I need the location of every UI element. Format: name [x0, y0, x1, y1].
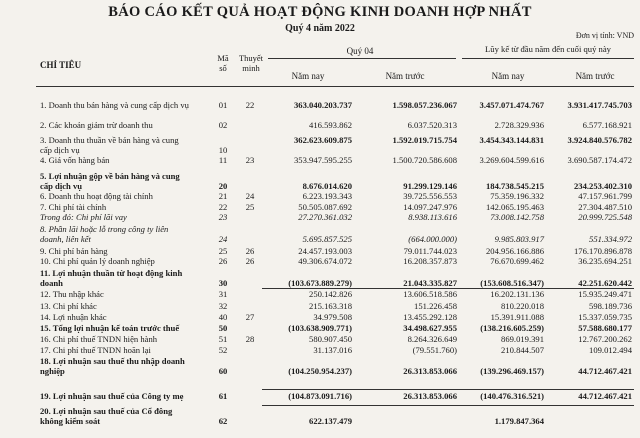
row-label-line1: 9. Chi phí bán hàng — [40, 246, 108, 256]
row-label-line1: 6. Doanh thu hoạt động tài chính — [40, 191, 153, 201]
value-ytd-last-year: 12.767.200.262 — [578, 334, 632, 344]
header-quy: Quý 04 — [346, 46, 374, 56]
row-label — [40, 290, 228, 300]
value-q4-this-year: 580.907.450 — [309, 334, 352, 344]
row-label-line1: 18. Lợi nhuận sau thuế thu nhập doanh — [40, 356, 185, 366]
row-code: 51 — [218, 334, 228, 344]
value-ytd-last-year: 20.999.725.548 — [578, 212, 632, 222]
value-q4-this-year: 363.040.203.737 — [293, 100, 352, 110]
value-ytd-last-year: 109.012.494 — [589, 345, 632, 355]
row-label-line2: doanh — [40, 277, 63, 288]
row-code: 62 — [218, 415, 228, 426]
value-ytd-last-year: 42.251.620.442 — [578, 277, 632, 288]
row-label-line1: 8. Phần lãi hoặc lỗ trong công ty liên — [40, 224, 169, 234]
value-ytd-last-year: 15.935.249.471 — [578, 289, 632, 299]
row-label — [40, 121, 228, 131]
row-label-line1: 14. Lợi nhuận khác — [40, 312, 107, 322]
report-title: BÁO CÁO KẾT QUẢ HOẠT ĐỘNG KINH DOANH HỢP NHẤT — [108, 4, 532, 20]
row-label — [40, 357, 228, 376]
row-label-line1: 20. Lợi nhuận sau thuế của Cổ đông — [40, 406, 173, 416]
value-q4-this-year: 353.947.595.255 — [293, 155, 352, 165]
value-q4-last-year: 14.097.247.976 — [403, 202, 457, 212]
value-q4-this-year: (103.638.909.771) — [288, 323, 352, 333]
row-label-line2: cấp dịch vụ — [40, 180, 83, 191]
row-note: 28 — [245, 334, 255, 344]
value-q4-last-year: 8.264.326.649 — [407, 334, 457, 344]
value-ytd-this-year: 75.359.196.332 — [490, 191, 544, 201]
value-ytd-last-year: 47.157.961.799 — [578, 191, 632, 201]
value-ytd-this-year: 9.985.803.917 — [494, 233, 544, 244]
row-label-line2: nghiệp — [40, 365, 65, 376]
header-thuyet-minh-line1: Thuyết — [238, 53, 264, 63]
row-code: 31 — [218, 289, 228, 299]
total-rule — [262, 405, 634, 406]
row-label — [40, 313, 228, 323]
value-ytd-this-year: (139.296.469.157) — [480, 365, 544, 376]
total-rule — [262, 389, 634, 390]
row-code: 60 — [218, 365, 228, 376]
value-q4-this-year: 362.623.609.875 — [293, 135, 352, 145]
value-q4-this-year: 8.676.014.620 — [302, 180, 352, 191]
value-ytd-this-year: 2.728.329.936 — [494, 120, 544, 130]
value-q4-last-year: 16.208.357.873 — [403, 256, 457, 266]
row-code: 25 — [218, 246, 228, 256]
row-code: 40 — [218, 312, 228, 322]
row-code: 32 — [218, 301, 228, 311]
row-note: 27 — [245, 312, 255, 322]
row-label — [40, 192, 228, 202]
row-code: 11 — [218, 155, 228, 165]
row-label — [40, 335, 228, 345]
value-ytd-this-year: 76.670.699.462 — [490, 256, 544, 266]
header-thuyet-minh — [234, 53, 268, 73]
row-code: 26 — [218, 256, 228, 266]
value-q4-this-year: 31.137.016 — [313, 345, 352, 355]
row-note: 22 — [245, 100, 255, 110]
value-q4-last-year: 8.938.113.616 — [408, 212, 457, 222]
row-label — [40, 136, 228, 155]
row-label — [40, 346, 228, 356]
value-q4-last-year: 6.037.520.313 — [407, 120, 457, 130]
value-ytd-last-year: 551.334.972 — [589, 233, 632, 244]
value-q4-this-year: (103.673.889.279) — [288, 277, 352, 288]
row-label-line1: 4. Giá vốn hàng bán — [40, 155, 110, 165]
value-q4-this-year: (104.250.954.237) — [288, 365, 352, 376]
header-thuyet-minh-line2: minh — [242, 63, 260, 73]
row-code: 01 — [218, 100, 228, 110]
value-q4-last-year: 91.299.129.146 — [403, 180, 457, 191]
value-q4-this-year: 50.505.087.692 — [298, 202, 352, 212]
value-ytd-last-year: 15.337.059.735 — [578, 312, 632, 322]
value-q4-last-year: (79.551.760) — [412, 345, 457, 355]
value-q4-last-year: 34.498.627.955 — [403, 323, 457, 333]
row-label-line1: 19. Lợi nhuận sau thuế của Công ty mẹ — [40, 391, 184, 401]
row-label — [40, 324, 228, 334]
value-ytd-last-year: 234.253.402.310 — [573, 180, 632, 191]
value-ytd-this-year: 184.738.545.215 — [485, 180, 544, 191]
row-label-line1: 11. Lợi nhuận thuần từ hoạt động kinh — [40, 268, 183, 278]
value-q4-this-year: (104.873.091.716) — [288, 391, 352, 401]
row-label — [40, 213, 228, 223]
row-note: 26 — [245, 256, 255, 266]
row-label-line1: Trong đó: Chi phí lãi vay — [40, 212, 127, 222]
value-ytd-this-year: 3.454.343.144.831 — [479, 135, 544, 145]
value-q4-this-year: 416.593.862 — [309, 120, 352, 130]
total-rule — [262, 288, 634, 289]
value-q4-last-year: 13.455.292.128 — [403, 312, 457, 322]
row-note: 23 — [245, 155, 255, 165]
value-q4-this-year: 5.695.857.525 — [302, 233, 352, 244]
row-label — [40, 225, 228, 244]
value-q4-this-year: 27.270.361.032 — [298, 212, 352, 222]
value-ytd-this-year: 15.391.911.088 — [490, 312, 544, 322]
value-ytd-this-year: 73.008.142.758 — [490, 212, 544, 222]
value-ytd-this-year: (153.608.516.347) — [480, 277, 544, 288]
value-ytd-last-year: 44.712.467.421 — [578, 365, 632, 376]
value-ytd-this-year: 142.065.195.463 — [485, 202, 544, 212]
header-nam-truoc-quy: Năm trước — [385, 71, 425, 81]
value-q4-last-year: 1.500.720.586.608 — [392, 155, 457, 165]
value-ytd-last-year: 44.712.467.421 — [578, 391, 632, 401]
value-ytd-last-year: 3.690.587.174.472 — [567, 155, 632, 165]
row-label-line1: 10. Chi phí quản lý doanh nghiệp — [40, 256, 155, 266]
row-note: 26 — [245, 246, 255, 256]
header-luy-ke: Lũy kế từ đầu năm đến cuối quý này — [485, 44, 611, 54]
value-q4-last-year: (664.000.000) — [408, 233, 457, 244]
row-label-line1: 12. Thu nhập khác — [40, 289, 104, 299]
value-ytd-this-year: 3.269.604.599.616 — [479, 155, 544, 165]
header-bottom-line — [36, 86, 634, 87]
value-q4-this-year: 215.163.318 — [309, 301, 352, 311]
row-code: 52 — [218, 345, 228, 355]
row-code: 30 — [218, 277, 228, 288]
row-label-line2: doanh, liên kết — [40, 233, 91, 244]
row-code: 21 — [218, 191, 228, 201]
header-nam-nay-luy-ke: Năm nay — [491, 71, 525, 81]
value-ytd-last-year: 6.577.168.921 — [582, 120, 632, 130]
value-ytd-this-year: 3.457.071.474.767 — [479, 100, 544, 110]
value-q4-last-year: 79.011.744.023 — [403, 246, 457, 256]
value-ytd-last-year: 36.235.694.251 — [578, 256, 632, 266]
row-label — [40, 101, 228, 111]
row-note: 24 — [245, 191, 255, 201]
value-ytd-this-year: 810.220.018 — [501, 301, 544, 311]
value-ytd-this-year: 16.202.131.136 — [490, 289, 544, 299]
row-label-line1: 5. Lợi nhuận gộp về bán hàng và cung — [40, 171, 180, 181]
value-ytd-this-year: (140.476.316.521) — [480, 391, 544, 401]
row-label-line2: cấp dịch vụ — [40, 144, 80, 155]
header-underline-quy — [268, 58, 456, 59]
header-underline-luy-ke — [462, 58, 634, 59]
value-q4-this-year: 34.979.508 — [313, 312, 352, 322]
report-subtitle: Quý 4 năm 2022 — [285, 23, 355, 34]
row-label-line1: 17. Chi phí thuế TNDN hoãn lại — [40, 345, 151, 355]
header-ma-so-line2: số — [219, 63, 227, 73]
row-label — [40, 269, 228, 288]
value-q4-last-year: 1.598.057.236.067 — [392, 100, 457, 110]
row-code: 50 — [218, 323, 228, 333]
header-chi-tieu: CHỈ TIÊU — [40, 60, 82, 70]
value-ytd-this-year: 1.179.847.364 — [494, 415, 544, 426]
row-code: 20 — [218, 180, 228, 191]
value-ytd-this-year: 210.844.507 — [501, 345, 544, 355]
row-label — [40, 407, 228, 426]
row-code: 02 — [218, 120, 228, 130]
value-q4-this-year: 24.457.193.003 — [298, 246, 352, 256]
value-q4-this-year: 49.306.674.072 — [298, 256, 352, 266]
value-ytd-last-year: 176.170.896.878 — [573, 246, 632, 256]
row-code: 22 — [218, 202, 228, 212]
row-label — [40, 302, 228, 312]
value-q4-last-year: 13.606.518.586 — [403, 289, 457, 299]
value-ytd-last-year: 3.924.840.576.782 — [567, 135, 632, 145]
value-q4-last-year: 39.725.556.553 — [403, 191, 457, 201]
value-ytd-last-year: 57.588.680.177 — [578, 323, 632, 333]
row-label-line1: 1. Doanh thu bán hàng và cung cấp dịch vụ — [40, 100, 189, 110]
header-nam-truoc-luy-ke: Năm trước — [575, 71, 615, 81]
value-ytd-this-year: 204.956.166.886 — [485, 246, 544, 256]
value-ytd-this-year: (138.216.605.259) — [480, 323, 544, 333]
currency-unit: Đơn vị tính: VND — [575, 31, 634, 40]
value-q4-last-year: 1.592.019.715.754 — [392, 135, 457, 145]
value-q4-this-year: 6.223.193.343 — [302, 191, 352, 201]
row-label-line1: 7. Chi phí tài chính — [40, 202, 107, 212]
value-ytd-last-year: 598.189.736 — [589, 301, 632, 311]
value-ytd-this-year: 869.019.391 — [501, 334, 544, 344]
header-ma-so — [210, 53, 236, 73]
value-ytd-last-year: 3.931.417.745.703 — [567, 100, 632, 110]
value-q4-last-year: 21.043.335.827 — [403, 277, 457, 288]
row-label-line1: 15. Tổng lợi nhuận kế toán trước thuế — [40, 323, 180, 333]
row-label-line2: không kiểm soát — [40, 415, 101, 426]
row-label-line1: 13. Chi phí khác — [40, 301, 97, 311]
row-code: 24 — [218, 233, 228, 244]
row-code: 61 — [218, 391, 228, 401]
value-q4-this-year: 622.137.479 — [309, 415, 352, 426]
row-label-line1: 2. Các khoản giảm trừ doanh thu — [40, 120, 153, 130]
value-q4-last-year: 26.313.853.066 — [403, 365, 457, 376]
row-label — [40, 172, 228, 191]
value-q4-last-year: 151.226.458 — [414, 301, 457, 311]
row-label — [40, 257, 228, 267]
value-q4-this-year: 250.142.826 — [309, 289, 352, 299]
row-label — [40, 392, 228, 402]
value-ytd-last-year: 27.304.487.510 — [578, 202, 632, 212]
row-label-line1: 3. Doanh thu thuần về bán hàng và cung — [40, 135, 179, 145]
row-code: 23 — [218, 212, 228, 222]
row-label — [40, 156, 228, 166]
header-nam-nay-quy: Năm nay — [291, 71, 325, 81]
row-label-line1: 16. Chi phí thuế TNDN hiện hành — [40, 334, 158, 344]
header-ma-so-line1: Mã — [217, 53, 229, 63]
row-code: 10 — [218, 144, 228, 155]
row-note: 25 — [245, 202, 255, 212]
value-q4-last-year: 26.313.853.066 — [403, 391, 457, 401]
